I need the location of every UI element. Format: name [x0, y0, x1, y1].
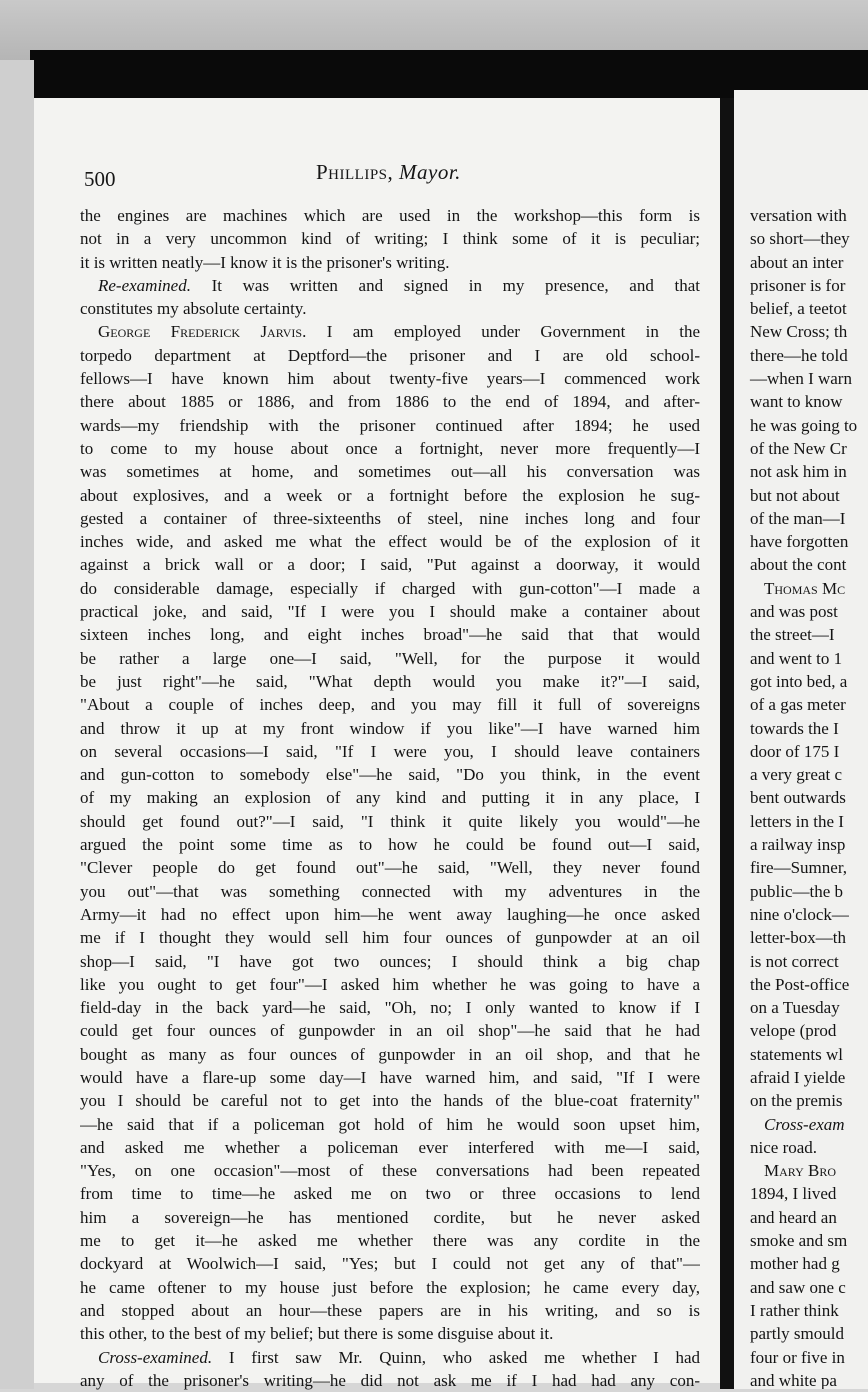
text-line: it is written neatly—I know it is the prisoner's writing.	[80, 252, 450, 272]
facing-text-line: on the premis	[750, 1091, 843, 1111]
text-line: George Frederick Jarvis. I am employed under Government in the	[98, 322, 700, 342]
facing-text-line: fire—Sumner,	[750, 858, 848, 878]
facing-text-line: Mary Bro	[764, 1161, 837, 1181]
page-body-text	[80, 204, 700, 1392]
facing-text-line: letter-box—th	[750, 928, 846, 948]
facing-text-line: the street—I	[750, 625, 835, 645]
facing-text-line: and white pa	[750, 1370, 837, 1389]
facing-text-line: afraid I yielde	[750, 1067, 846, 1087]
facing-text-line: about an inter	[750, 252, 844, 272]
facing-text-line: belief, a teetot	[750, 299, 847, 319]
text-line: the engines are machines which are used in the workshop—this form is	[80, 206, 700, 225]
facing-text-line: —when I warn	[750, 369, 852, 389]
text-line: do considerable damage, especially if charged with gun-cotton"—I made a	[80, 578, 700, 598]
facing-text-line: New Cross; th	[750, 322, 848, 342]
facing-text-line: versation with	[750, 206, 847, 225]
text-line: "Yes, on one occasion"—most of these conversations had been repeated	[80, 1161, 700, 1181]
facing-text-line: a very great c	[750, 765, 843, 785]
text-line: could get four ounces of gunpowder in an oil shop"—he said that he had	[80, 1021, 700, 1041]
text-line: and stopped about an hour—these papers are in his writing, and so is	[80, 1300, 700, 1320]
facing-text-line: partly smould	[750, 1324, 844, 1344]
facing-text-line: got into bed, a	[750, 671, 848, 691]
text-line: Army—it had no effect upon him—he went away laughing—he once asked	[80, 904, 700, 924]
text-line: Re-examined. It was written and signed in my presence, and that	[98, 275, 700, 295]
facing-text-line: of the New Cr	[750, 438, 847, 458]
text-line: Cross-examined. I first saw Mr. Quinn, who asked me whether I had	[98, 1347, 700, 1367]
text-line: "Clever people do get found out"—he said, "Well, they never found	[80, 858, 700, 878]
text-line: you out"—that was something connected with my adventures in the	[80, 881, 700, 901]
facing-text-line: and saw one c	[750, 1277, 846, 1297]
facing-page-text	[750, 204, 857, 1389]
text-line: any of the prisoner's writing—he did not ask me if I had had any con-	[80, 1370, 700, 1390]
facing-text-line: about the cont	[750, 555, 847, 575]
facing-text-line: Cross-exam	[764, 1114, 845, 1134]
scan-left-margin	[0, 60, 34, 1389]
facing-text-line: door of 175 I	[750, 741, 840, 761]
book-gutter	[720, 98, 734, 1389]
facing-text-line: have forgotten	[750, 532, 849, 552]
text-line: should get found out?"—I said, "I think it quite likely you would"—he	[80, 811, 700, 831]
text-line: and throw it up at my front window if you like"—I have warned him	[80, 718, 700, 738]
text-line: be just right"—he said, "What depth would you make it?"—I said,	[80, 671, 700, 691]
facing-text-line: four or five in	[750, 1347, 845, 1367]
text-line: him a sovereign—he has mentioned cordite, but he never asked	[80, 1207, 700, 1227]
facing-text-line: towards the I	[750, 718, 839, 738]
facing-text-line: I rather think	[750, 1300, 839, 1320]
text-line: from time to time—he asked me on two or three occasions to lend	[80, 1184, 700, 1204]
text-line: shop—I said, "I have got two ounces; I should think a big chap	[80, 951, 700, 971]
facing-text-line: prisoner is for	[750, 275, 846, 295]
facing-text-line: velope (prod	[750, 1021, 837, 1041]
facing-text-line: of a gas meter	[750, 695, 846, 715]
text-line: like you ought to get four"—I asked him whether he was going to have a	[80, 974, 700, 994]
text-line: fellows—I have known him about twenty-five years—I commenced work	[80, 369, 700, 389]
text-line: would have a flare-up some day—I have warned him, and said, "If I were	[80, 1067, 700, 1087]
facing-text-line: on a Tuesday	[750, 998, 840, 1018]
text-line: was sometimes at home, and sometimes out—all his conversation was	[80, 462, 700, 482]
text-line: on several occasions—I said, "If I were you, I should leave containers	[80, 741, 700, 761]
facing-text-line: mother had g	[750, 1254, 840, 1274]
running-head	[316, 160, 461, 185]
running-head-name: Phillips,	[316, 160, 394, 184]
facing-text-line: nice road.	[750, 1137, 818, 1157]
text-line: be rather a large one—I said, "Well, for the purpose it would	[80, 648, 700, 668]
facing-text-line: a railway insp	[750, 835, 846, 855]
facing-text-line: 1894, I lived	[750, 1184, 837, 1204]
text-line: —he said that if a policeman got hold of him he would soon upset him,	[80, 1114, 700, 1134]
text-line: you I should be careful not to get into the hands of the blue-coat fraternity"	[80, 1091, 700, 1111]
text-line: to come to my house about once a fortnight, never more frequently—I	[80, 438, 700, 458]
text-line: practical joke, and said, "If I were you I should make a container about	[80, 602, 700, 622]
page-number: 500	[84, 167, 116, 191]
facing-page	[734, 90, 868, 1389]
text-line: bought as many as four ounces of gunpowder in an oil shop, and that he	[80, 1044, 700, 1064]
facing-text-line: public—the b	[750, 881, 844, 901]
text-line: and gun-cotton to somebody else"—he said, "Do you think, in the event	[80, 765, 700, 785]
text-line: torpedo department at Deptford—the prisoner and I are old school-	[80, 345, 700, 365]
text-line: dockyard at Woolwich—I said, "Yes; but I could not get any of that"—	[80, 1254, 700, 1274]
facing-text-line: and was post	[750, 602, 838, 622]
facing-text-line: and went to 1	[750, 648, 843, 668]
text-line: constitutes my absolute certainty.	[80, 299, 307, 319]
facing-text-line: he was going to	[750, 415, 858, 435]
facing-text-line: smoke and sm	[750, 1231, 848, 1251]
text-line: wards—my friendship with the prisoner continued after 1894; he used	[80, 415, 700, 435]
text-line: he came oftener to my house just before the explosion; he came every day,	[80, 1277, 700, 1297]
facing-text-line: so short—they	[750, 229, 850, 249]
text-line: of my making an explosion of any kind and putting it in any place, I	[80, 788, 700, 808]
facing-text-line: nine o'clock—	[750, 904, 849, 924]
facing-text-line: but not about	[750, 485, 840, 505]
facing-text-line: want to know	[750, 392, 843, 412]
running-head-title: Mayor.	[399, 160, 461, 184]
text-line: there about 1885 or 1886, and from 1886 to the end of 1894, and after-	[80, 392, 700, 412]
facing-text-line: and heard an	[750, 1207, 837, 1227]
facing-text-line: is not correct	[750, 951, 839, 971]
text-line: inches wide, and asked me what the effect would be of the explosion of it	[80, 532, 700, 552]
facing-text-line: of the man—I	[750, 508, 846, 528]
facing-text-line: there—he told	[750, 345, 848, 365]
text-line: gested a container of three-sixteenths of steel, nine inches long and four	[80, 508, 700, 528]
text-line: me to get it—he asked me whether there was any cordite in the	[80, 1231, 700, 1251]
facing-text-line: not ask him in	[750, 462, 847, 482]
text-line: me if I thought they would sell him four ounces of gunpowder at an oil	[80, 928, 700, 948]
text-line: about explosives, and a week or a fortnight before the explosion he sug-	[80, 485, 700, 505]
facing-text-line: bent outwards	[750, 788, 846, 808]
text-line: "About a couple of inches deep, and you may fill it full of sovereigns	[80, 695, 700, 715]
text-line: this other, to the best of my belief; but there is some disguise about it.	[80, 1324, 554, 1344]
facing-text-line: letters in the I	[750, 811, 844, 831]
facing-text-line: Thomas Mc	[764, 578, 846, 598]
text-line: not in a very uncommon kind of writing; I think some of it is peculiar;	[80, 229, 700, 249]
text-line: against a brick wall or a door; I said, "Put against a doorway, it would	[80, 555, 700, 575]
facing-text-line: the Post-office	[750, 974, 850, 994]
text-line: argued the point some time as to how he could be found out—I said,	[80, 835, 700, 855]
text-line: sixteen inches long, and eight inches broad"—he said that that would	[80, 625, 700, 645]
text-line: field-day in the back yard—he said, "Oh, no; I only wanted to know if I	[80, 998, 700, 1018]
text-line: and asked me whether a policeman ever interfered with me—I said,	[80, 1137, 700, 1157]
facing-text-line: statements wl	[750, 1044, 844, 1064]
